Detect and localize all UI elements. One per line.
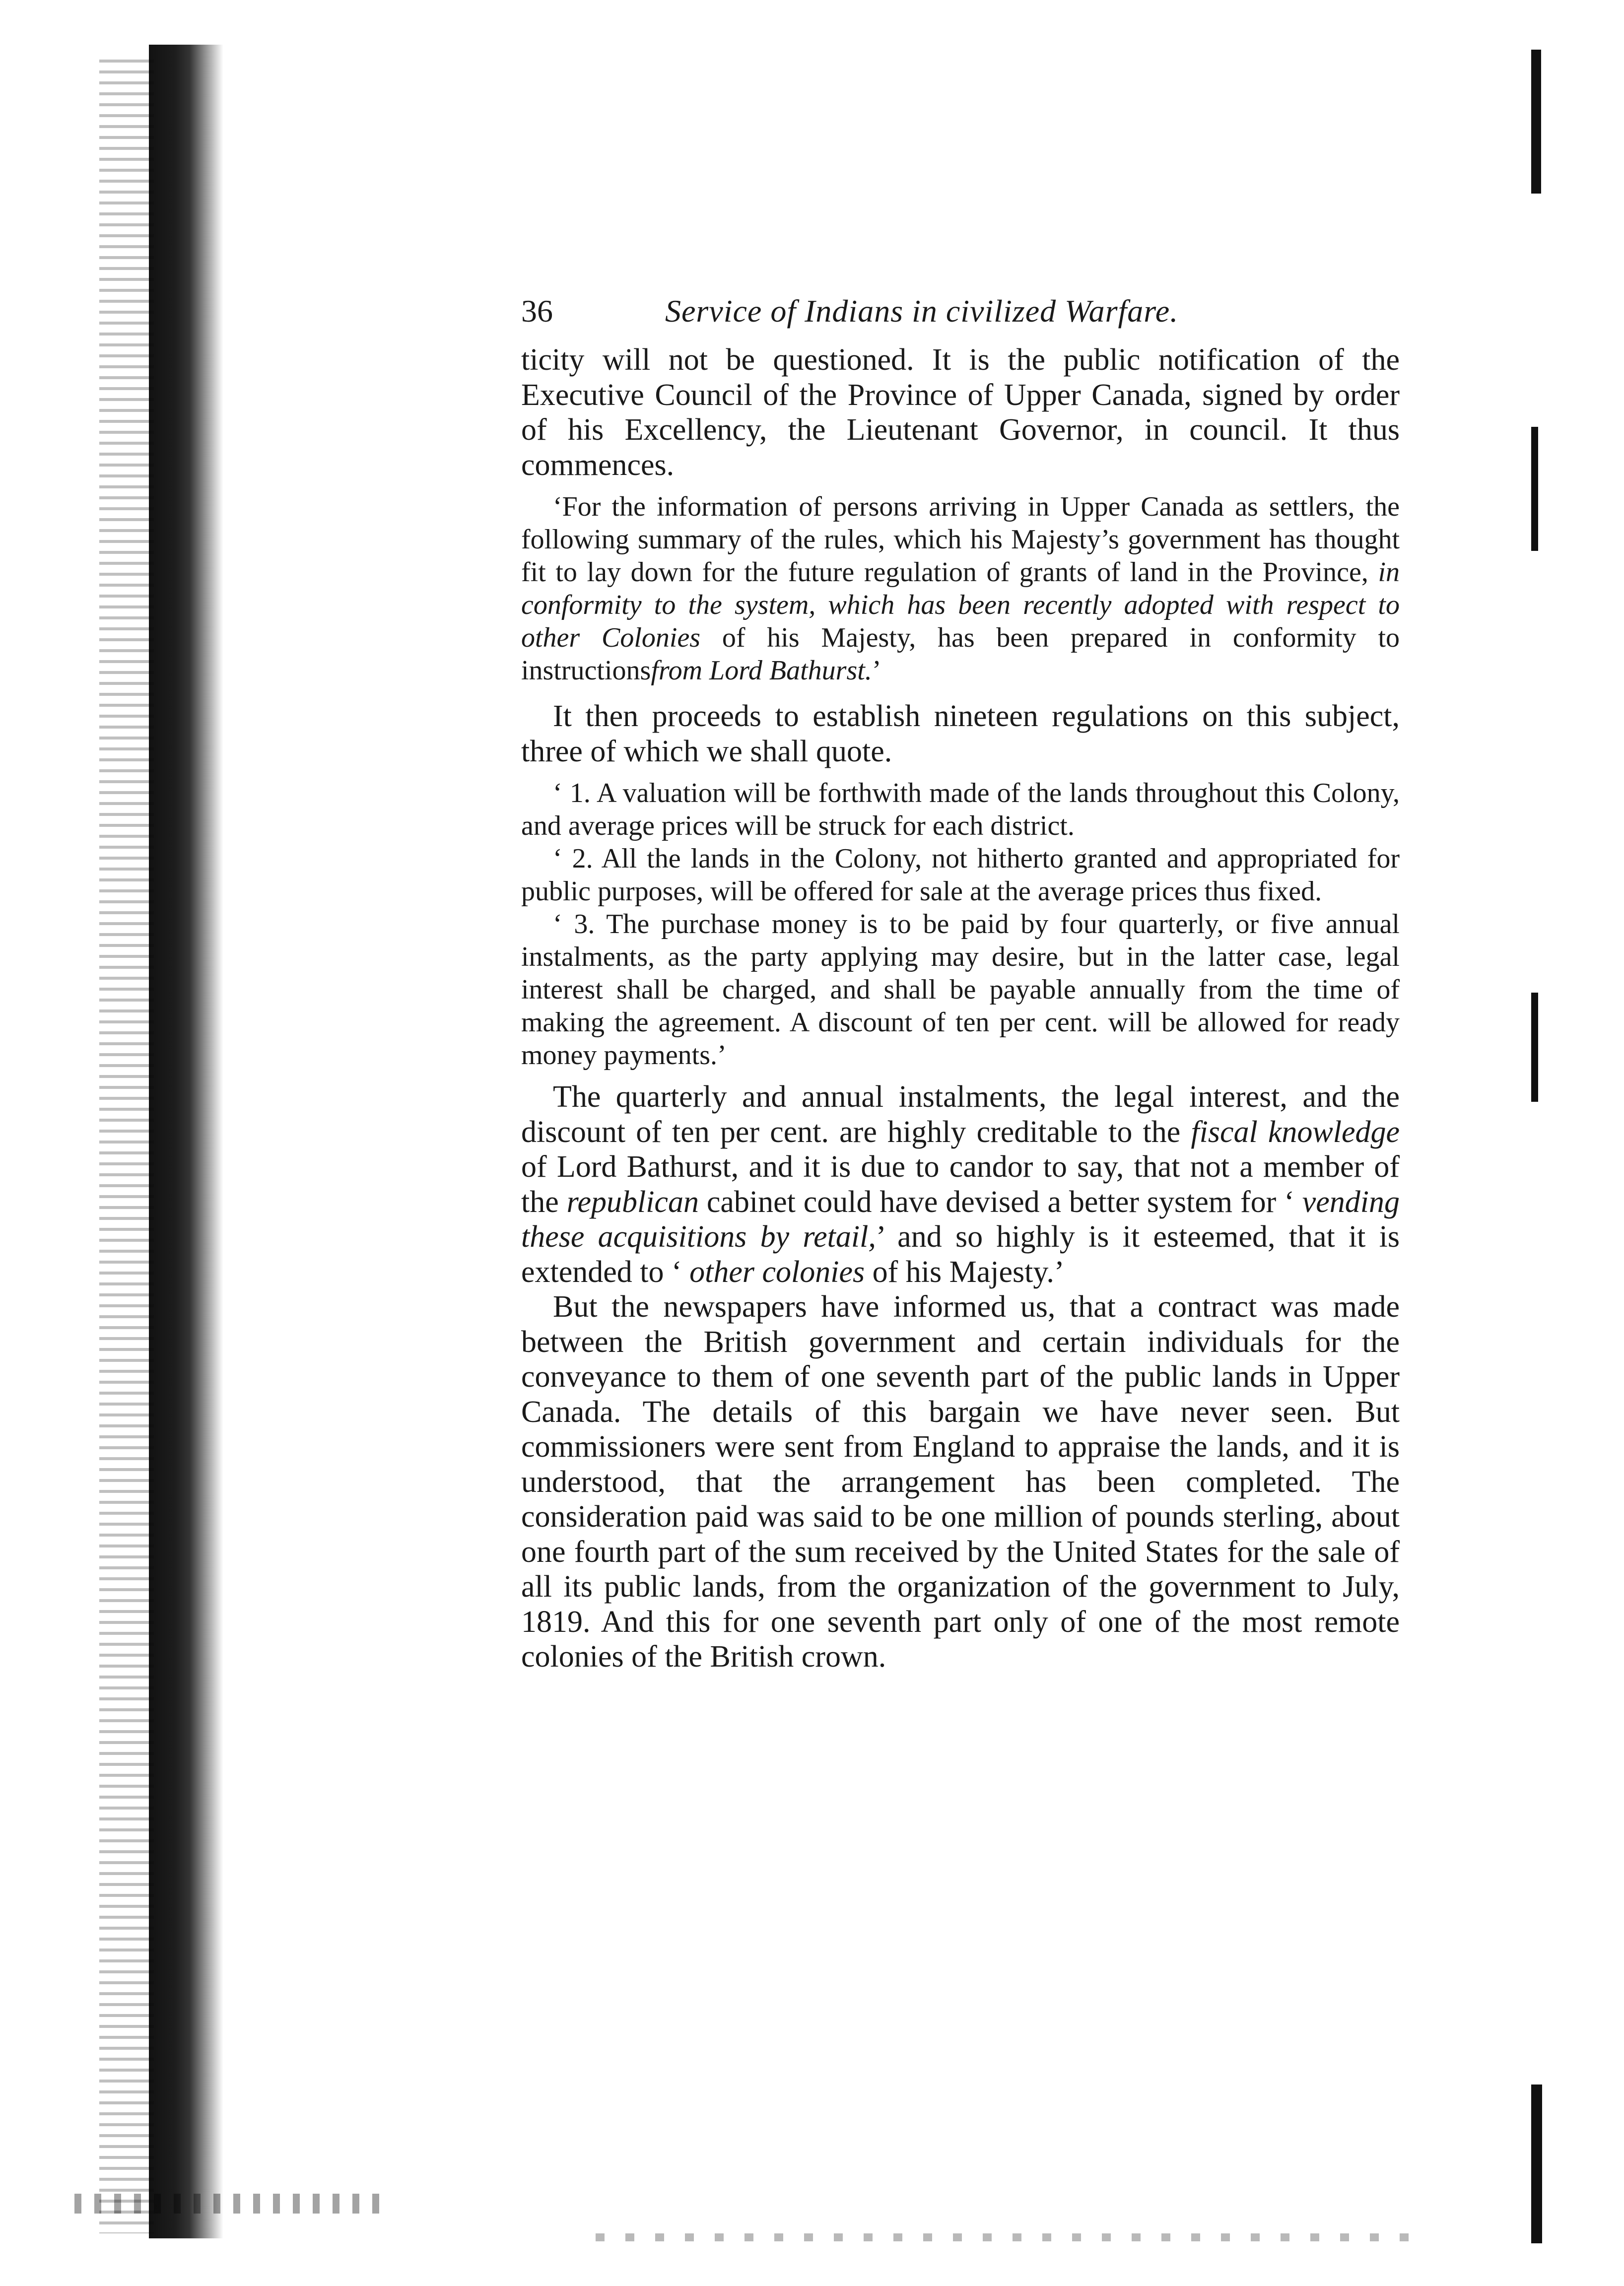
paragraph-commentary	[521, 1079, 1400, 1289]
paragraph-contract: But the newspapers have informed us, that a contract was made between the British government and certain individuals for the conveyance to them of one seventh part of the public lands in Upper Canada. The details of this bargain we have never seen. But commissioners were sent from England to appraise the lands, and it is understood, that the arrangement has been completed. The consideration paid was said to be one million of pounds sterling, about one fourth part of the sum received by the United States for the sale of all its public lands, from the organization of the government to July, 1819. And this for one seventh part only of one of the most remote colonies of the British crown.	[521, 1290, 1400, 1674]
bottom-edge-scan-artifact	[596, 2233, 1415, 2241]
page-text-block	[521, 293, 1400, 1675]
right-edge-mark	[1531, 427, 1538, 551]
book-binding-shadow	[149, 45, 223, 2238]
paragraph-continuation: ticity will not be questioned. It is the public notification of the Executive Council of the Province of Upper Canada, signed by order of his Excellency, the Lieutenant Governor, in council. It thus commences.	[521, 343, 1400, 482]
binding-scan-noise	[99, 60, 154, 2233]
text-run: ’	[872, 655, 881, 686]
running-head	[521, 293, 1400, 342]
running-title: Service of Indians in civilized Warfare.	[665, 293, 1179, 329]
quoted-notification-paragraph	[521, 490, 1400, 687]
bottom-left-scan-artifact	[74, 2194, 382, 2214]
right-edge-mark	[1531, 2084, 1542, 2243]
text-run: ’ and so highly is it esteemed, that it is extended to ‘	[521, 1220, 1400, 1289]
italic-text-run: other colonies	[689, 1255, 865, 1289]
italic-text-run: from Lord Bathurst.	[651, 655, 872, 686]
paragraph: It then proceeds to establish nineteen regulations on this subject, three of which we shall quote.	[521, 699, 1400, 768]
text-run: cabinet could have devised a better system for ‘	[698, 1185, 1302, 1219]
italic-text-run: vending these acquisitions by retail,	[521, 1185, 1400, 1254]
regulation-3: ‘ 3. The purchase money is to be paid by four quarterly, or five annual instalments, as the party applying may desire, but in the latter case, legal interest shall be charged, and shall be payable annually from the time of making the agreement. A discount of ten per cent. will be allowed for ready money payments.’	[521, 909, 1400, 1071]
text-run: The quarterly and annual instalments, the legal interest, and the discount of ten per cent. are highly creditable to the	[521, 1080, 1400, 1149]
italic-text-run: republican	[566, 1185, 699, 1219]
right-edge-mark	[1531, 50, 1541, 194]
text-run: of his Majesty, has been prepared in conformity to instructions	[521, 622, 1400, 686]
right-edge-mark	[1531, 993, 1538, 1102]
italic-text-run: fiscal knowledge	[1191, 1115, 1400, 1149]
text-run: of his Majesty.’	[865, 1255, 1065, 1289]
italic-text-run: in conformity to the system, which has been recently adopted with respect to other Colonies	[521, 557, 1400, 653]
text-run: of Lord Bathurst, and it is due to candor to say, that not a member of the	[521, 1150, 1400, 1219]
regulation-2: ‘ 2. All the lands in the Colony, not hitherto granted and appropriated for public purposes, will be offered for sale at the average prices thus fixed.	[521, 843, 1400, 907]
text-run: ‘For the information of persons arriving in Upper Canada as settlers, the following summary of the rules, which his Majesty’s government has thought fit to lay down for the future regulation of grants of land in the Province,	[521, 491, 1400, 588]
regulation-1: ‘ 1. A valuation will be forthwith made of the lands throughout this Colony, and average prices will be struck for each district.	[521, 778, 1400, 841]
page-number: 36	[521, 293, 553, 329]
